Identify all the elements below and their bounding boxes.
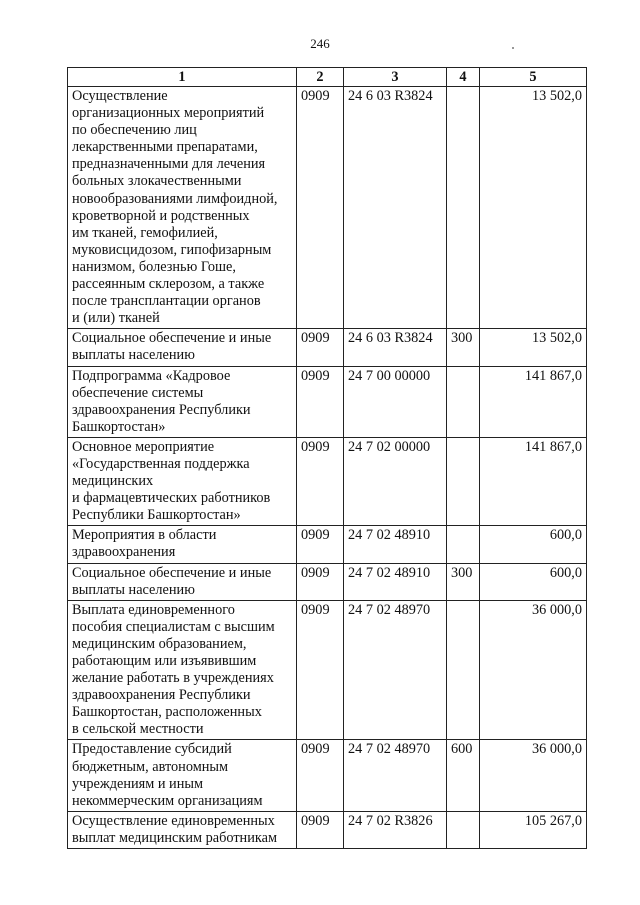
section-code-cell: 0909: [297, 811, 344, 848]
expense-name-line: в сельской местности: [72, 721, 204, 738]
expense-name-line: Основное мероприятие: [72, 438, 215, 455]
expense-type-cell: 600: [447, 740, 480, 811]
expense-name-line: лекарственными препаратами,: [72, 139, 258, 156]
header-col-2: 2: [297, 68, 344, 87]
amount-cell: 600,0: [480, 563, 587, 600]
expense-name-line: Подпрограмма «Кадровое: [72, 367, 231, 384]
expense-name-line: медицинских: [72, 473, 154, 490]
expense-name-line: Республики Башкортостан»: [72, 507, 241, 524]
expense-name-cell: [68, 329, 297, 366]
table-header: [68, 68, 587, 87]
expense-name-line: больных злокачественными: [72, 173, 242, 190]
expense-name-line: кроветворной и родственных: [72, 207, 250, 224]
amount-cell: 141 867,0: [480, 366, 587, 437]
amount-cell: 13 502,0: [480, 329, 587, 366]
header-col-5: 5: [480, 68, 587, 87]
expense-name-line: Башкортостан, расположенных: [72, 704, 262, 721]
expense-type-cell: [447, 366, 480, 437]
section-code-cell: 0909: [297, 366, 344, 437]
expense-name-line: Социальное обеспечение и иные: [72, 330, 272, 347]
expense-name-line: работающим или изъявившим: [72, 653, 257, 669]
expense-name-line: некоммерческим организациям: [72, 792, 263, 809]
table-row: [68, 87, 587, 329]
target-article-cell: 24 6 03 R3824: [344, 87, 447, 329]
amount-cell: 105 267,0: [480, 811, 587, 848]
target-article-cell: 24 7 02 48970: [344, 740, 447, 811]
page-number: 246: [310, 36, 330, 51]
amount-cell: 141 867,0: [480, 437, 587, 525]
target-article-cell: 24 7 02 R3826: [344, 811, 447, 848]
expense-type-cell: [447, 437, 480, 525]
table-row: [68, 740, 587, 811]
expense-name-line: рассеянным склерозом, а также: [72, 276, 265, 293]
expense-name-line: Осуществление единовременных: [72, 812, 275, 829]
budget-table: [67, 67, 587, 849]
table-row: [68, 563, 587, 600]
expense-name-cell: [68, 526, 297, 563]
expense-name-line: им тканей, гемофилией,: [72, 224, 218, 241]
expense-name-line: медицинским образованием,: [72, 635, 247, 652]
section-code-cell: 0909: [297, 87, 344, 329]
amount-cell: 36 000,0: [480, 740, 587, 811]
expense-name-line: муковисцидозом, гипофизарным: [72, 241, 272, 258]
expense-name-line: пособия специалистам с высшим: [72, 618, 275, 635]
table-row: [68, 600, 587, 740]
table-body: [68, 87, 587, 849]
table-row: [68, 437, 587, 525]
expense-name-line: Выплата единовременного: [72, 601, 235, 618]
expense-name-line: организационных мероприятий: [72, 105, 265, 122]
expense-name-line: нанизмом, болезнью Гоше,: [72, 258, 236, 275]
expense-type-cell: [447, 600, 480, 740]
target-article-cell: 24 7 02 00000: [344, 437, 447, 525]
expense-name-cell: [68, 563, 297, 600]
expense-type-cell: 300: [447, 563, 480, 600]
target-article-cell: 24 7 02 48910: [344, 526, 447, 563]
expense-name-cell: [68, 87, 297, 329]
expense-name-line: учреждениям и иным: [72, 775, 204, 792]
scan-speck: [512, 47, 514, 49]
expense-name-line: выплаты населению: [72, 347, 195, 364]
amount-cell: 600,0: [480, 526, 587, 563]
table-row: [68, 366, 587, 437]
expense-type-cell: [447, 811, 480, 848]
amount-cell: 36 000,0: [480, 600, 587, 740]
section-code-cell: 0909: [297, 600, 344, 740]
target-article-cell: 24 7 02 48910: [344, 563, 447, 600]
expense-name-line: выплат медицинским работникам: [72, 829, 277, 846]
expense-name-line: здравоохранения Республики: [72, 687, 251, 704]
expense-name-line: и (или) тканей: [72, 310, 160, 327]
expense-name-line: Осуществление: [72, 88, 168, 104]
section-code-cell: 0909: [297, 329, 344, 366]
header-row: [68, 68, 587, 87]
expense-name-cell: [68, 811, 297, 848]
expense-name-cell: [68, 740, 297, 811]
expense-name-line: Мероприятия в области: [72, 527, 217, 544]
expense-name-line: и фармацевтических работников: [72, 490, 271, 507]
section-code-cell: 0909: [297, 437, 344, 525]
target-article-cell: 24 7 02 48970: [344, 600, 447, 740]
expense-name-line: обеспечение системы: [72, 384, 204, 401]
expense-name-cell: [68, 366, 297, 437]
expense-name-line: Социальное обеспечение и иные: [72, 564, 272, 581]
target-article-cell: 24 6 03 R3824: [344, 329, 447, 366]
expense-name-line: выплаты населению: [72, 581, 195, 598]
section-code-cell: 0909: [297, 563, 344, 600]
section-code-cell: 0909: [297, 740, 344, 811]
header-col-3: 3: [344, 68, 447, 87]
table-row: [68, 526, 587, 563]
table-row: [68, 329, 587, 366]
expense-type-cell: [447, 526, 480, 563]
expense-name-line: предназначенными для лечения: [72, 156, 266, 173]
amount-cell: 13 502,0: [480, 87, 587, 329]
table-row: [68, 811, 587, 848]
expense-name-cell: [68, 600, 297, 740]
expense-name-line: новообразованиями лимфоидной,: [72, 190, 278, 207]
header-col-1: 1: [68, 68, 297, 87]
expense-name-line: здравоохранения Республики: [72, 401, 251, 418]
target-article-cell: 24 7 00 00000: [344, 366, 447, 437]
expense-name-line: здравоохранения: [72, 544, 176, 561]
expense-name-line: после трансплантации органов: [72, 293, 261, 310]
expense-name-line: Предоставление субсидий: [72, 741, 232, 758]
expense-name-line: бюджетным, автономным: [72, 758, 229, 775]
expense-name-line: желание работать в учреждениях: [72, 670, 274, 687]
expense-name-line: по обеспечению лиц: [72, 122, 197, 139]
expense-name-line: «Государственная поддержка: [72, 455, 250, 472]
expense-type-cell: 300: [447, 329, 480, 366]
expense-name-cell: [68, 437, 297, 525]
expense-type-cell: [447, 87, 480, 329]
header-col-4: 4: [447, 68, 480, 87]
section-code-cell: 0909: [297, 526, 344, 563]
expense-name-line: Башкортостан»: [72, 418, 166, 435]
